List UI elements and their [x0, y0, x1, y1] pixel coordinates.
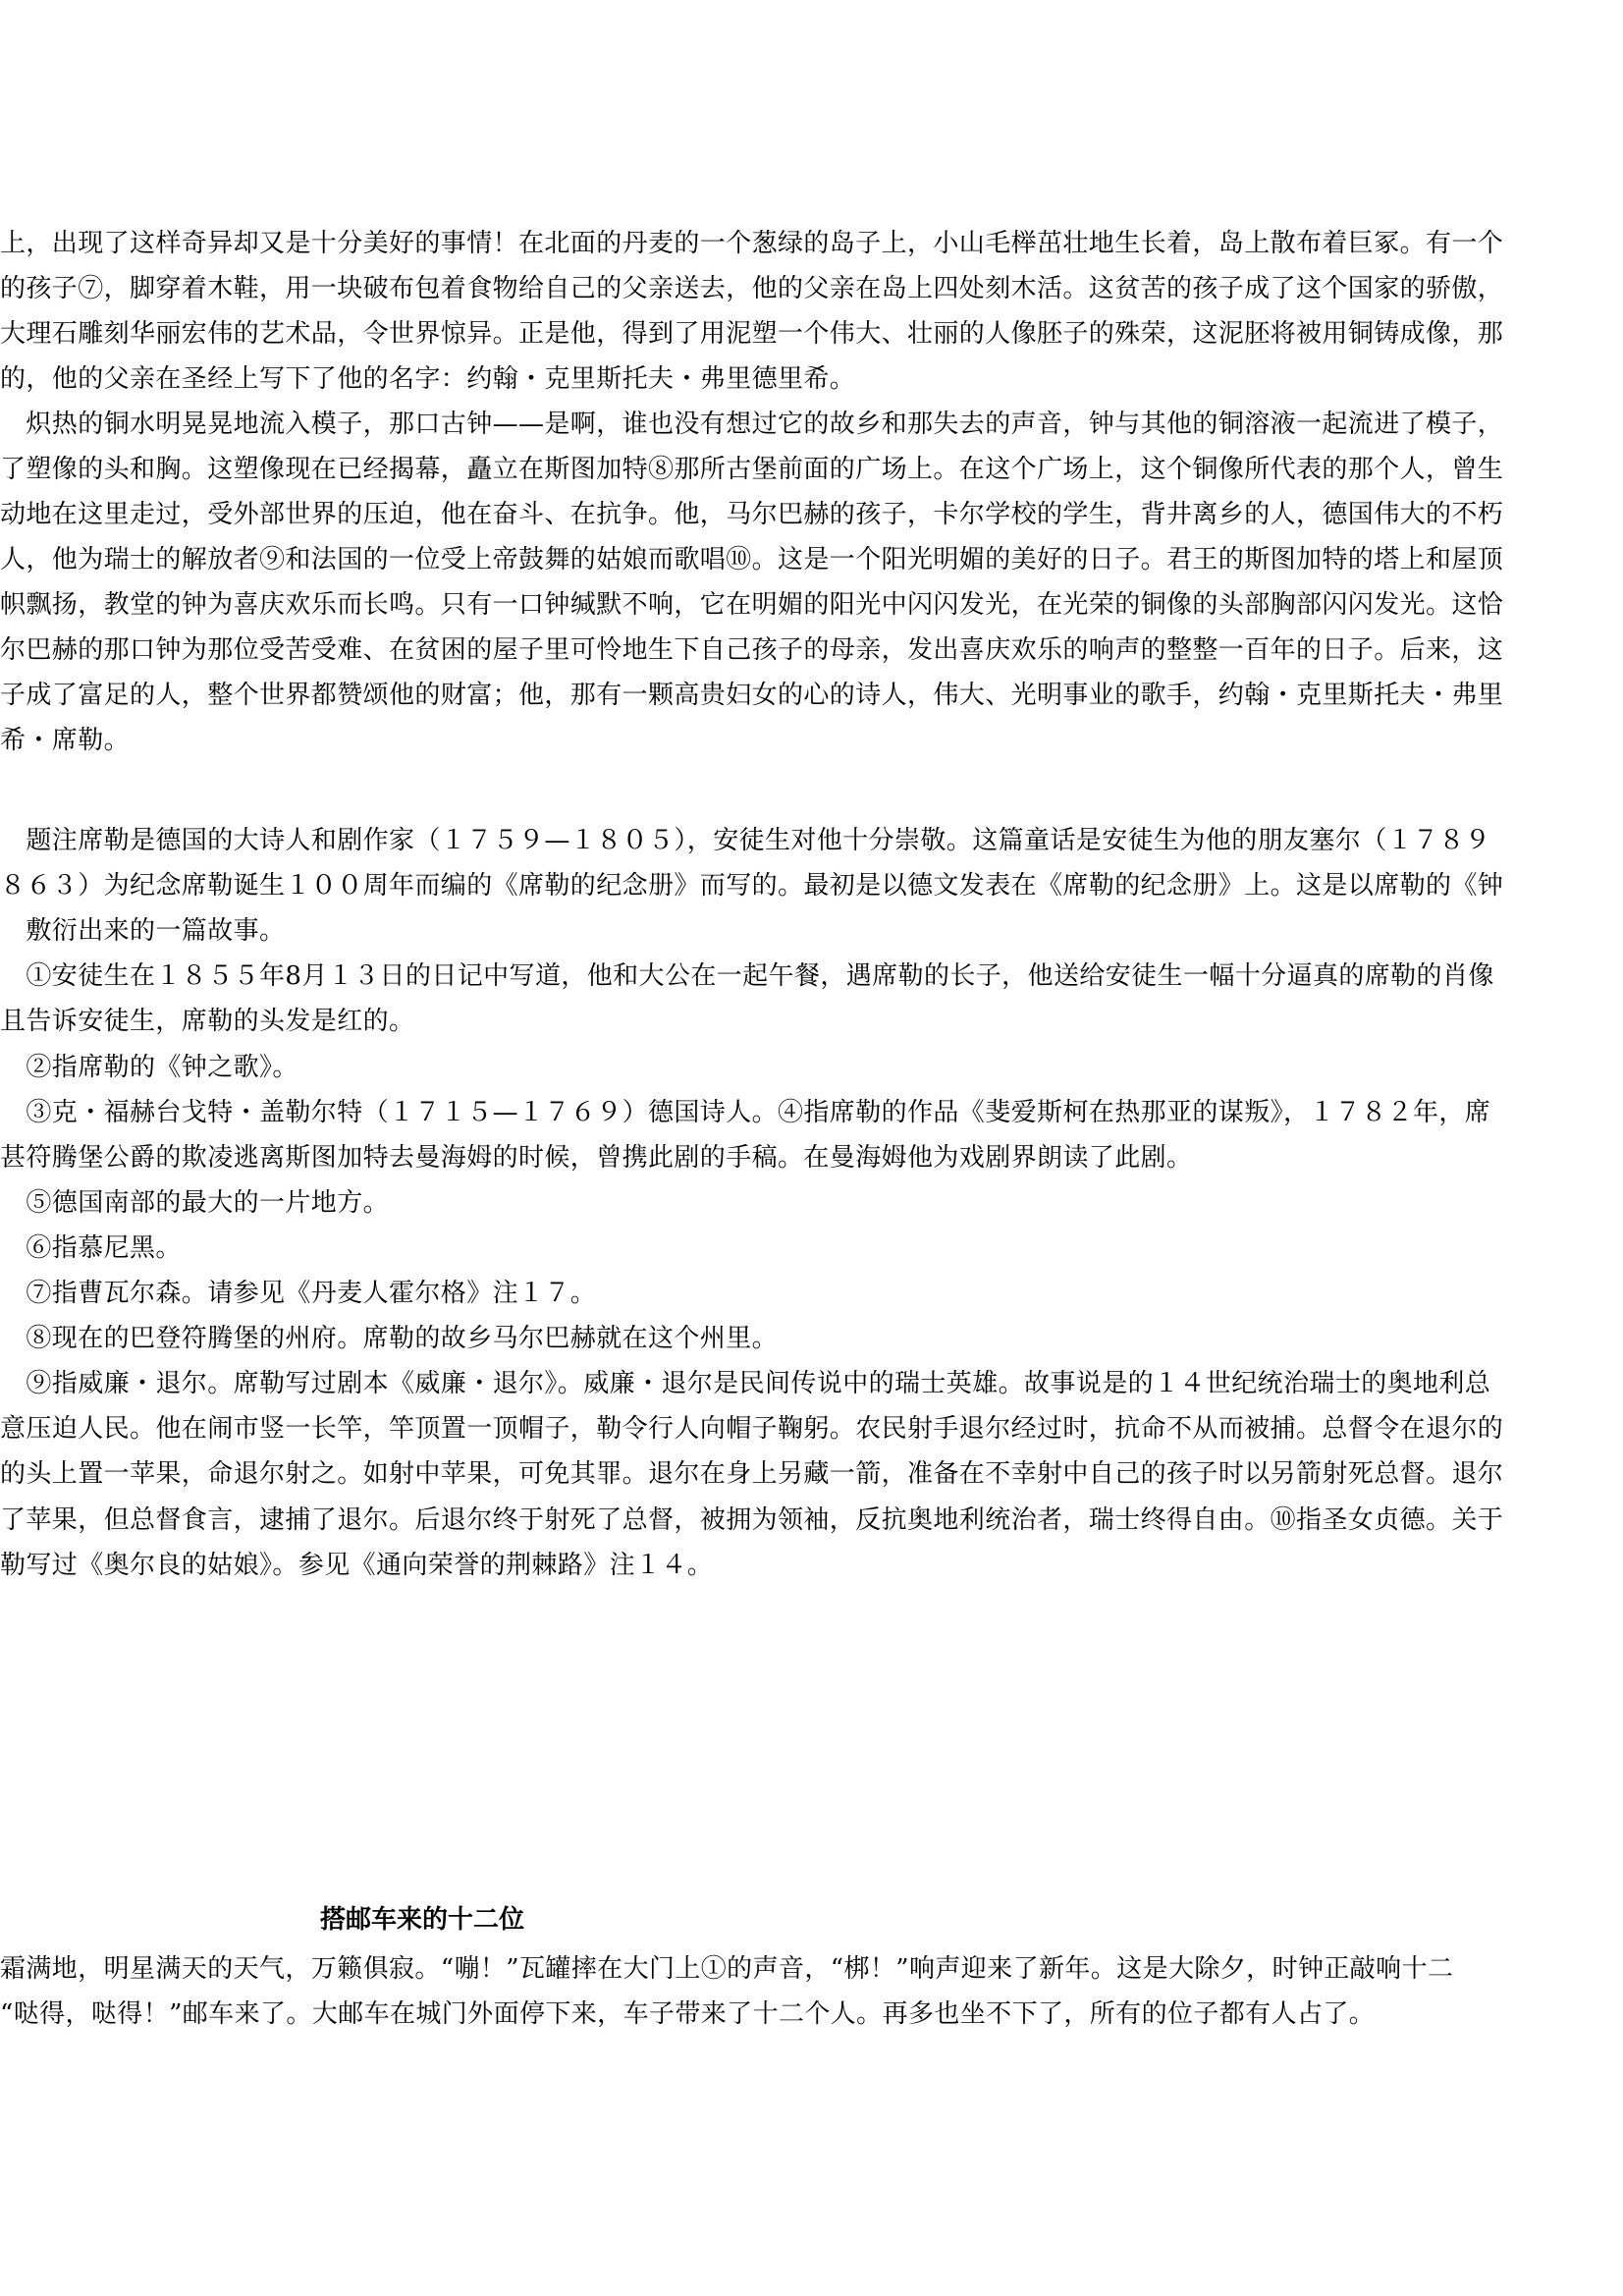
story-text-line: 上，出现了这样奇异却又是十分美好的事情！在北面的丹麦的一个葱绿的岛子上，小山毛榉茁壮地生长着，岛上散布着巨冢。有一个	[0, 229, 1504, 258]
story-text-line: 希・席勒。	[0, 726, 131, 755]
footnote-text-line: 敷衍出来的一篇故事。	[0, 916, 286, 947]
footnote-text-line: ⑧现在的巴登符腾堡的州府。席勒的故乡马尔巴赫就在这个州里。	[0, 1324, 779, 1354]
footnote-text-line: 意压迫人民。他在闹市竖一长竿，竿顶置一顶帽子，勒令行人向帽子鞠躬。农民射手退尔经过时，抗命不从而被捕。总督令在退尔的	[0, 1414, 1504, 1445]
footnote-text-line: ⑨指威廉・退尔。席勒写过剧本《威廉・退尔》。威廉・退尔是民间传说中的瑞士英雄。故事说是的１４世纪统治瑞士的奥地利总	[0, 1369, 1491, 1399]
footnote-text-line: ⑦指曹瓦尔森。请参见《丹麦人霍尔格》注１７。	[0, 1279, 597, 1308]
story-text-line: 子成了富足的人，整个世界都赞颂他的财富；他，那有一颗高贵妇女的心的诗人，伟大、光明事业的歌手，约翰・克里斯托夫・弗里	[0, 681, 1504, 710]
story-text-line: 大理石雕刻华丽宏伟的艺术品，令世界惊异。正是他，得到了用泥塑一个伟大、壮丽的人像胚子的殊荣，这泥胚将被用铜铸成像，那	[0, 319, 1504, 349]
footnote-text-line: ①安徒生在１８５５年8月１３日的日记中写道，他和大公在一起午餐，遇席勒的长子，他送给安徒生一幅十分逼真的席勒的肖像	[0, 961, 1494, 992]
story-text-line: 帜飘扬，教堂的钟为喜庆欢乐而长鸣。只有一口钟缄默不响，它在明媚的阳光中闪闪发光，在光荣的铜像的头部胸部闪闪发光。这恰	[0, 590, 1504, 620]
footnote-text-line: ③克・福赫台戈特・盖勒尔特（１７１５—１７６９）德国诗人。④指席勒的作品《斐爱斯柯在热那亚的谋叛》，１７８２年，席	[0, 1097, 1491, 1127]
story-text-line: 的孩子⑦，脚穿着木鞋，用一块破布包着食物给自己的父亲送去，他的父亲在岛上四处刻木活。这贫苦的孩子成了这个国家的骄傲，	[0, 274, 1504, 303]
footnote-text-line: 了苹果，但总督食言，逮捕了退尔。后退尔终于射死了总督，被拥为领袖，反抗奥地利统治者，瑞士终得自由。⑩指圣女贞德。关于	[0, 1504, 1504, 1535]
footnote-text-line: ⑤德国南部的最大的一片地方。	[0, 1187, 390, 1218]
story-text-line: 霜满地，明星满天的天气，万籁俱寂。“嘣！”瓦罐摔在大门上①的声音，“梆！”响声迎来了新年。这是大除夕，时钟正敲响十二	[0, 1954, 1454, 1984]
story-text-line: 的，他的父亲在圣经上写下了他的名字：约翰・克里斯托夫・弗里德里希。	[0, 364, 856, 394]
footnote-text-line: ⑥指慕尼黑。	[0, 1232, 182, 1263]
footnote-text-line: 的头上置一苹果，命退尔射之。如射中苹果，可免其罪。退尔在身上另藏一箭，准备在不幸射中自己的孩子时以另箭射死总督。退尔	[0, 1459, 1504, 1490]
story-text-line: 人，他为瑞士的解放者⑨和法国的一位受上帝鼓舞的姑娘而歌唱⑩。这是一个阳光明媚的美好的日子。君王的斯图加特的塔上和屋顶	[0, 545, 1504, 574]
footnote-text-line: 且告诉安徒生，席勒的头发是红的。	[0, 1007, 415, 1037]
footnote-text-line: 题注席勒是德国的大诗人和剧作家（１７５９—１８０５），安徒生对他十分崇敬。这篇童话是安徒生为他的朋友塞尔（１７８９	[0, 826, 1491, 855]
story-text-line: 尔巴赫的那口钟为那位受苦受难、在贫困的屋子里可怜地生下自己孩子的母亲，发出喜庆欢乐的响声的整整一百年的日子。后来，这	[0, 635, 1504, 665]
footnote-text-line: 甚符腾堡公爵的欺凌逃离斯图加特去曼海姆的时候，曾携此剧的手稿。在曼海姆他为戏剧界朗读了此剧。	[0, 1142, 1193, 1173]
story-title: 搭邮车来的十二位	[320, 1905, 525, 1935]
footnote-text-line: ８６３）为纪念席勒诞生１００周年而编的《席勒的纪念册》而写的。最初是以德文发表在《席勒的纪念册》上。这是以席勒的《钟	[0, 871, 1504, 902]
footnote-text-line: ②指席勒的《钟之歌》。	[0, 1052, 298, 1082]
story-text-line: 炽热的铜水明晃晃地流入模子，那口古钟——是啊，谁也没有想过它的故乡和那失去的声音，钟与其他的铜溶液一起流进了模子，	[0, 410, 1504, 439]
footnote-text-line: 勒写过《奥尔良的姑娘》。参见《通向荣誉的荆棘路》注１４。	[0, 1550, 714, 1580]
story-text-line: “哒得，哒得！”邮车来了。大邮车在城门外面停下来，车子带来了十二个人。再多也坐不下了，所有的位子都有人占了。	[0, 1999, 1376, 2029]
story-text-line: 动地在这里走过，受外部世界的压迫，他在奋斗、在抗争。他，马尔巴赫的孩子，卡尔学校的学生，背井离乡的人，德国伟大的不朽	[0, 500, 1504, 529]
story-text-line: 了塑像的头和胸。这塑像现在已经揭幕，矗立在斯图加特⑧那所古堡前面的广场上。在这个广场上，这个铜像所代表的那个人，曾生	[0, 455, 1504, 484]
